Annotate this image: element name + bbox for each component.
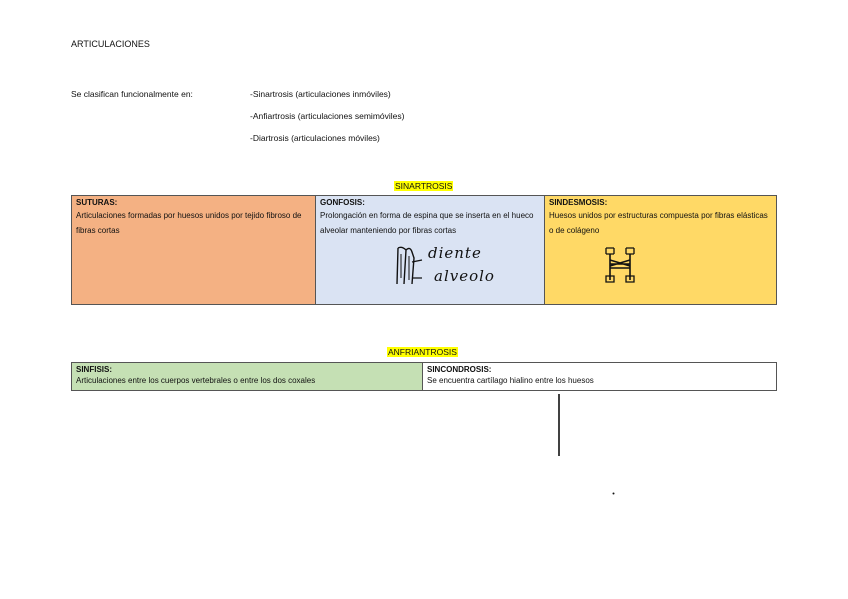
classification-item: -Diartrosis (articulaciones móviles) [250,133,380,143]
sinfisis-cell [72,363,423,391]
sinartrosis-heading: SINARTROSIS [395,181,453,191]
ligament-sketch [602,242,640,286]
sindesmosis-title: SINDESMOSIS: [549,198,608,207]
classification-item: -Sinartrosis (articulaciones inmóviles) [250,89,391,99]
handwriting-alveolo: alveolo [434,267,495,285]
pen-stroke [557,394,561,458]
sinfisis-description: Articulaciones entre los cuerpos vertebrales o entre los dos coxales [76,376,316,385]
suturas-description: Articulaciones formadas por huesos unidos por tejido fibroso de fibras cortas [76,211,302,235]
classification-list [250,89,404,155]
document-title: ARTICULACIONES [71,39,150,49]
suturas-title: SUTURAS: [76,198,118,207]
sincondrosis-cell [423,363,777,391]
sincondrosis-title: SINCONDROSIS: [427,365,492,374]
handwriting-diente: diente [428,244,482,262]
suturas-cell [72,196,316,305]
anfiartrosis-table [71,362,777,391]
tooth-sketch [392,244,432,288]
gonfosis-description: Prolongación en forma de espina que se inserta en el hueco alveolar manteniendo por fibras cortas [320,211,534,235]
intro-label: Se clasifican funcionalmente en: [71,89,193,99]
classification-item: -Anfiartrosis (articulaciones semimóviles) [250,111,405,121]
gonfosis-title: GONFOSIS: [320,198,365,207]
stray-dot [612,492,615,495]
sindesmosis-cell [545,196,777,305]
sindesmosis-description: Huesos unidos por estructuras compuesta por fibras elásticas o de colágeno [549,211,768,235]
sinfisis-title: SINFISIS: [76,365,113,374]
anfiartrosis-heading: ANFRIANTROSIS [388,347,457,357]
sincondrosis-description: Se encuentra cartílago hialino entre los huesos [427,376,594,385]
